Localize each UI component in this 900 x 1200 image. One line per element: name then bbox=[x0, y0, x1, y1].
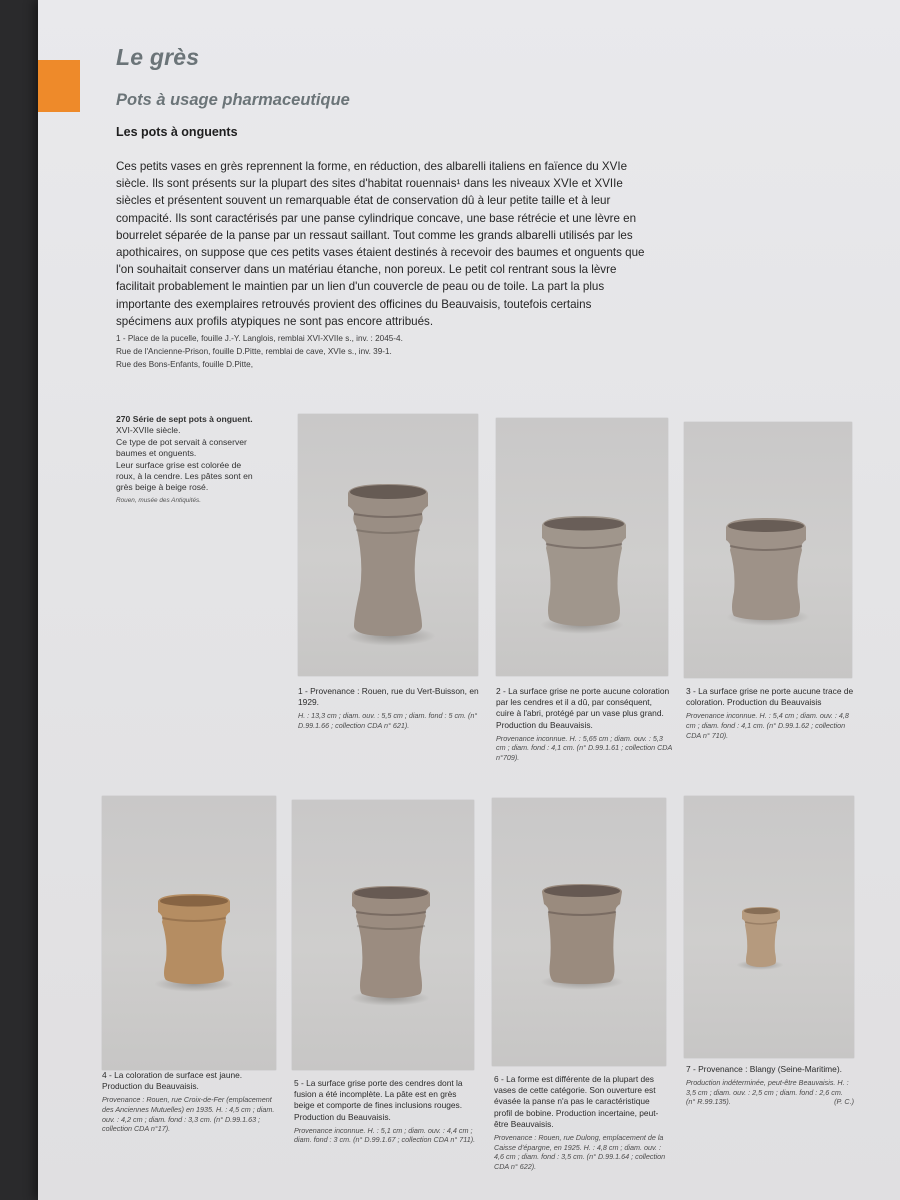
figure-caption bbox=[116, 414, 286, 506]
pot-photo-6 bbox=[492, 798, 666, 1066]
pot-photo-4 bbox=[102, 796, 276, 1070]
pot-body bbox=[742, 907, 780, 967]
pot-caption-5 bbox=[294, 1078, 476, 1145]
footnote: Rue de l'Ancienne-Prison, fouille D.Pitte, remblai de cave, XVIe s., inv. 39-1. bbox=[116, 347, 392, 356]
photo-credit: (P. C.) bbox=[834, 1097, 854, 1107]
body-line: siècle. Ils sont présents sur la plupart des sites d'habitat rouennais¹ dans les niveaux XVIe et XVIIe bbox=[116, 177, 623, 191]
pot-details: Provenance inconnue. H. : 5,4 cm ; diam. ouv. : 4,8 cm ; diam. fond : 4,1 cm. (n° D.99.1.62 ; collection CDA n° 710). bbox=[686, 711, 849, 740]
pot-body bbox=[348, 484, 428, 636]
pot-2-image bbox=[538, 514, 630, 628]
body-line: apothicaires, on suppose que ces petits vases étaient destinés à recevoir des baumes et onguents que bbox=[116, 246, 645, 260]
pot-1-image bbox=[342, 480, 434, 640]
pot-4-image bbox=[154, 892, 234, 986]
body-line: spécimens aux profils atypiques ne sont pas encore attribués. bbox=[116, 314, 434, 328]
pot-body bbox=[542, 884, 622, 984]
pot-description: 6 - La forme est différente de la plupart des vases de cette catégorie. Son ouverture est évasée la panse n'a pas le caractéristique profil de bobine. Production incertaine, peut-être Beauvaisis. bbox=[494, 1074, 659, 1129]
pot-details bbox=[686, 1078, 854, 1107]
pot-caption-4 bbox=[102, 1070, 276, 1134]
footnotes bbox=[116, 332, 403, 371]
body-line: compacité. Ils sont caractérisés par une panse cylindrique concave, une base rétrécie et une lèvre en bbox=[116, 211, 637, 225]
pot-caption-2 bbox=[496, 686, 672, 763]
pot-details-text: Production indéterminée, peut-être Beauvaisis. H. : 3,5 cm ; diam. ouv. : 2,5 cm ; diam. fond : 2,6 cm. (n° R.99.135). bbox=[686, 1078, 849, 1107]
pot-photo-7 bbox=[684, 796, 854, 1058]
pot-3-image bbox=[722, 516, 810, 622]
body-paragraph bbox=[116, 158, 872, 330]
pot-photo-2 bbox=[496, 418, 668, 676]
pot-description: 3 - La surface grise ne porte aucune trace de coloration. Production du Beauvaisis bbox=[686, 686, 854, 708]
pot-caption-3 bbox=[686, 686, 854, 740]
body-line: Ces petits vases en grès reprennent la forme, en réduction, des albarelli italiens en faïence du XVIe bbox=[116, 160, 628, 173]
body-line: bourrelet séparée de la panse par un ressaut saillant. Tout comme les grands albarelli utilisés par les bbox=[116, 228, 633, 242]
figure-caption-line: Leur surface grise est colorée de bbox=[116, 459, 242, 470]
pot-description: 2 - La surface grise ne porte aucune coloration par les cendres et il a dû, par conséquent, cuire à l'abri, protégé par un vase plus grand. Production du Beauvaisis. bbox=[496, 686, 670, 730]
pot-body bbox=[158, 894, 230, 984]
figure-caption-title: 270 Série de sept pots à onguent. bbox=[116, 414, 253, 424]
pot-body bbox=[542, 516, 626, 626]
pot-caption-1 bbox=[298, 686, 480, 731]
pot-details: Provenance : Rouen, rue Dulong, emplacement de la Caisse d'épargne, en 1925. H. : 4,8 cm ; diam. ouv. : 4,6 cm ; diam. fond : 3,5 cm. (n° D.99.1.64 ; collection CDA n° 622). bbox=[494, 1133, 666, 1171]
section-title: Le grès bbox=[116, 44, 200, 70]
subtitle: Pots à usage pharmaceutique bbox=[116, 91, 350, 109]
pot-photo-1 bbox=[298, 414, 478, 676]
body-line: facilitait probablement le maintien par un lien d'un couvercle de peau ou de toile. La part la plus bbox=[116, 280, 605, 294]
pot-caption-7 bbox=[686, 1064, 854, 1107]
footnote: Rue des Bons-Enfants, fouille D.Pitte, bbox=[116, 360, 253, 369]
pot-description: 7 - Provenance : Blangy (Seine-Maritime). bbox=[686, 1064, 842, 1074]
pot-description: 4 - La coloration de surface est jaune. Production du Beauvaisis. bbox=[102, 1070, 243, 1092]
figure-caption-line: XVI-XVIIe siècle. bbox=[116, 425, 181, 436]
pot-body bbox=[352, 886, 430, 998]
pot-6-image bbox=[540, 882, 624, 986]
pot-photo-5 bbox=[292, 800, 474, 1070]
pot-details: Provenance inconnue. H. : 5,1 cm ; diam. ouv. : 4,4 cm ; diam. fond : 3 cm. (n° D.99.1.67 ; collection CDA n° 711). bbox=[294, 1125, 476, 1145]
pot-5-image bbox=[348, 884, 434, 1000]
figure-caption-line: grès beige à beige rosé. bbox=[116, 482, 209, 493]
pot-7-image bbox=[740, 906, 782, 968]
pot-description: 5 - La surface grise porte des cendres dont la fusion a été incomplète. La pâte est en grès beige et comporte de fines inclusions rouges. Production du Beauvaisis. bbox=[294, 1078, 463, 1122]
figure-caption-line: baumes et onguents. bbox=[116, 448, 197, 459]
pot-photo-3 bbox=[684, 422, 852, 678]
pot-caption-6 bbox=[494, 1074, 668, 1200]
subheading: Les pots à onguents bbox=[116, 125, 238, 139]
body-line: l'on souhaitait conserver dans un matériau étanche, non poreux. Le petit col rentrant sous la lèvre bbox=[116, 263, 617, 277]
footnote: 1 - Place de la pucelle, fouille J.-Y. Langlois, remblai XVI-XVIIe s., inv. : 2045-4. bbox=[116, 334, 403, 343]
body-line: importante des exemplaires retrouvés provient des officines du Beauvaisis, toutefois certains bbox=[116, 297, 592, 311]
pot-details: Provenance : Rouen, rue Croix-de-Fer (emplacement des Anciennes Mutuelles) en 1935. H. : 4,5 cm ; diam. ouv. : 4,2 cm ; diam. fond : 3,3 cm. (n° D.99.1.63 ; collection CDA n°17). bbox=[102, 1095, 275, 1134]
pot-details: Provenance inconnue. H. : 5,65 cm ; diam. ouv. : 5,3 cm ; diam. fond : 4,1 cm. (n° D.99.1.61 ; collection CDA n°709). bbox=[496, 733, 672, 762]
pot-details: H. : 13,3 cm ; diam. ouv. : 5,5 cm ; diam. fond : 5 cm. (n° D.99.1.66 ; collection CDA n° 621). bbox=[298, 711, 478, 730]
body-line: siècles et présentent souvent un remarquable état de conservation dû à leur petite taille et à leur bbox=[116, 194, 611, 208]
figure-caption-line: roux, à la cendre. Les pâtes sont en bbox=[116, 471, 253, 482]
chapter-tab-marker bbox=[38, 60, 80, 112]
pot-body bbox=[726, 518, 806, 620]
figure-caption-source: Rouen, musée des Antiquités. bbox=[116, 496, 202, 504]
pot-description: 1 - Provenance : Rouen, rue du Vert-Buisson, en 1929. bbox=[298, 686, 479, 708]
figure-caption-line: Ce type de pot servait à conserver bbox=[116, 436, 247, 447]
